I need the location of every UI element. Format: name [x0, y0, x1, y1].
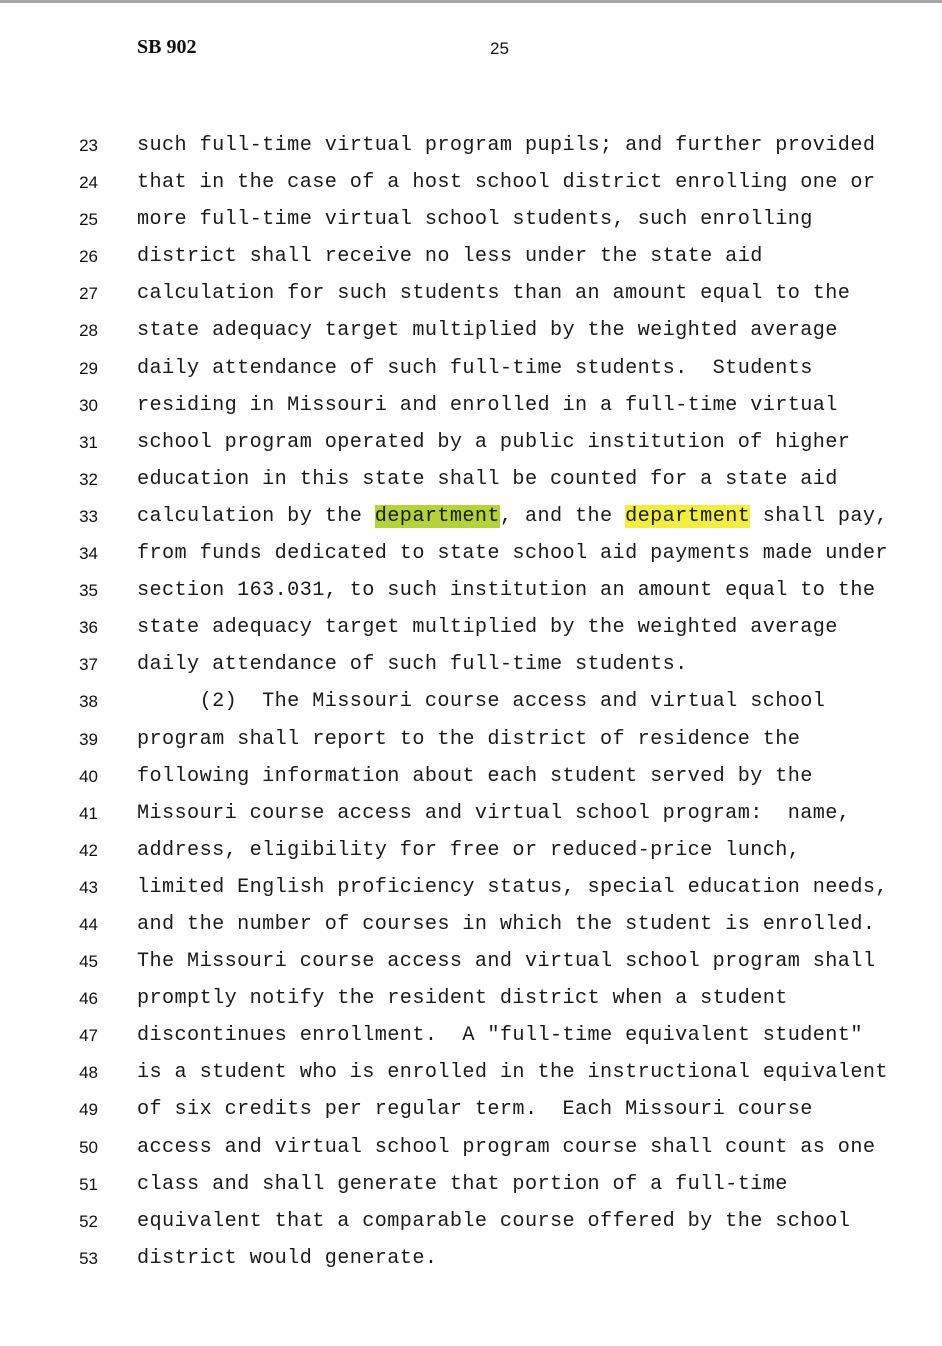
line-text: state adequacy target multiplied by the weighted average [137, 616, 838, 640]
line-text: The Missouri course access and virtual school program shall [137, 950, 876, 974]
line-number: 47 [79, 1026, 98, 1046]
line-number: 40 [79, 766, 98, 786]
line-number: 39 [79, 729, 98, 749]
text-line [0, 870, 942, 907]
text-line [0, 1241, 942, 1278]
text-line [0, 759, 942, 796]
text-line [0, 239, 942, 276]
line-number: 36 [79, 618, 98, 638]
text-line [0, 462, 942, 499]
line-text [137, 505, 888, 528]
line-text: more full-time virtual school students, such enrolling [137, 208, 813, 232]
line-number: 23 [79, 136, 98, 155]
line-text: from funds dedicated to state school aid payments made under [137, 542, 888, 566]
line-text: calculation for such students than an amount equal to the [137, 282, 851, 306]
text-line [0, 1092, 942, 1129]
line-number: 37 [79, 655, 98, 675]
highlighted-term: department [625, 504, 751, 528]
line-text: such full-time virtual program pupils; and further provided [137, 134, 876, 157]
line-text: access and virtual school program course shall count as one [137, 1135, 876, 1159]
text-line [0, 202, 942, 239]
text-segment: calculation by the [137, 504, 375, 528]
text-line [0, 833, 942, 870]
line-text: equivalent that a comparable course offered by the school [137, 1209, 851, 1233]
line-number: 31 [79, 432, 98, 452]
text-line [0, 128, 942, 165]
line-number: 44 [79, 914, 98, 934]
text-line [0, 981, 942, 1018]
line-number: 33 [79, 506, 98, 526]
line-number: 28 [79, 321, 98, 341]
top-border-rule [0, 0, 942, 3]
line-number: 30 [79, 395, 98, 415]
text-segment: shall pay, [750, 504, 888, 528]
line-number: 24 [79, 173, 98, 193]
line-number: 41 [79, 803, 98, 823]
highlighted-term: department [374, 504, 500, 528]
text-line [0, 536, 942, 573]
line-text: address, eligibility for free or reduced-price lunch, [137, 838, 801, 862]
line-text: discontinues enrollment. A "full-time equivalent student" [137, 1024, 863, 1048]
text-line [0, 1018, 942, 1055]
line-number: 53 [79, 1248, 98, 1268]
line-number: 50 [79, 1137, 98, 1157]
line-number: 49 [79, 1100, 98, 1120]
line-text: daily attendance of such full-time students. Students [137, 356, 813, 380]
page-header [0, 36, 942, 66]
line-text: section 163.031, to such institution an amount equal to the [137, 579, 876, 603]
text-line [0, 165, 942, 202]
text-line [0, 425, 942, 462]
text-line [0, 1130, 942, 1167]
line-text: daily attendance of such full-time students. [137, 653, 688, 677]
text-line [0, 1055, 942, 1092]
line-number: 51 [79, 1174, 98, 1194]
text-line [0, 388, 942, 425]
line-text: and the number of courses in which the student is enrolled. [137, 912, 876, 936]
text-line [0, 944, 942, 981]
line-number: 25 [79, 210, 98, 230]
line-number: 35 [79, 581, 98, 601]
line-text: school program operated by a public institution of higher [137, 430, 851, 454]
line-text: state adequacy target multiplied by the weighted average [137, 319, 838, 343]
text-line [0, 1204, 942, 1241]
text-line [0, 499, 942, 536]
line-text: class and shall generate that portion of a full-time [137, 1172, 788, 1196]
line-text: promptly notify the resident district when a student [137, 987, 788, 1011]
text-line [0, 647, 942, 684]
line-text: residing in Missouri and enrolled in a full-time virtual [137, 393, 838, 417]
line-text: is a student who is enrolled in the instructional equivalent [137, 1061, 888, 1085]
text-line [0, 684, 942, 721]
line-text: education in this state shall be counted for a state aid [137, 467, 838, 491]
bill-text-body [0, 128, 942, 1278]
text-line [0, 1167, 942, 1204]
text-line [0, 610, 942, 647]
text-line [0, 573, 942, 610]
text-line [0, 313, 942, 350]
text-line [0, 796, 942, 833]
text-line [0, 276, 942, 313]
line-text: limited English proficiency status, special education needs, [137, 875, 888, 899]
line-text: district shall receive no less under the state aid [137, 245, 763, 269]
line-number: 42 [79, 840, 98, 860]
line-number: 27 [79, 284, 98, 304]
line-number: 34 [79, 544, 98, 564]
text-line [0, 351, 942, 388]
page-number: 25 [490, 39, 509, 58]
line-number: 52 [79, 1211, 98, 1231]
line-text: program shall report to the district of residence the [137, 727, 801, 751]
text-line [0, 722, 942, 759]
line-number: 29 [79, 358, 98, 378]
line-text: that in the case of a host school district enrolling one or [137, 171, 876, 195]
line-number: 46 [79, 989, 98, 1009]
line-number: 38 [79, 692, 98, 712]
line-text: district would generate. [137, 1246, 438, 1270]
line-text: of six credits per regular term. Each Missouri course [137, 1098, 813, 1122]
line-number: 26 [79, 247, 98, 267]
line-number: 43 [79, 877, 98, 897]
line-number: 45 [79, 952, 98, 972]
line-number: 48 [79, 1063, 98, 1083]
line-text: following information about each student served by the [137, 764, 813, 788]
text-segment: , and the [499, 504, 626, 528]
line-text: (2) The Missouri course access and virtual school [137, 690, 826, 714]
line-number: 32 [79, 469, 98, 489]
line-text: Missouri course access and virtual school program: name, [137, 801, 851, 825]
bill-id: SB 902 [137, 36, 197, 58]
text-line [0, 907, 942, 944]
